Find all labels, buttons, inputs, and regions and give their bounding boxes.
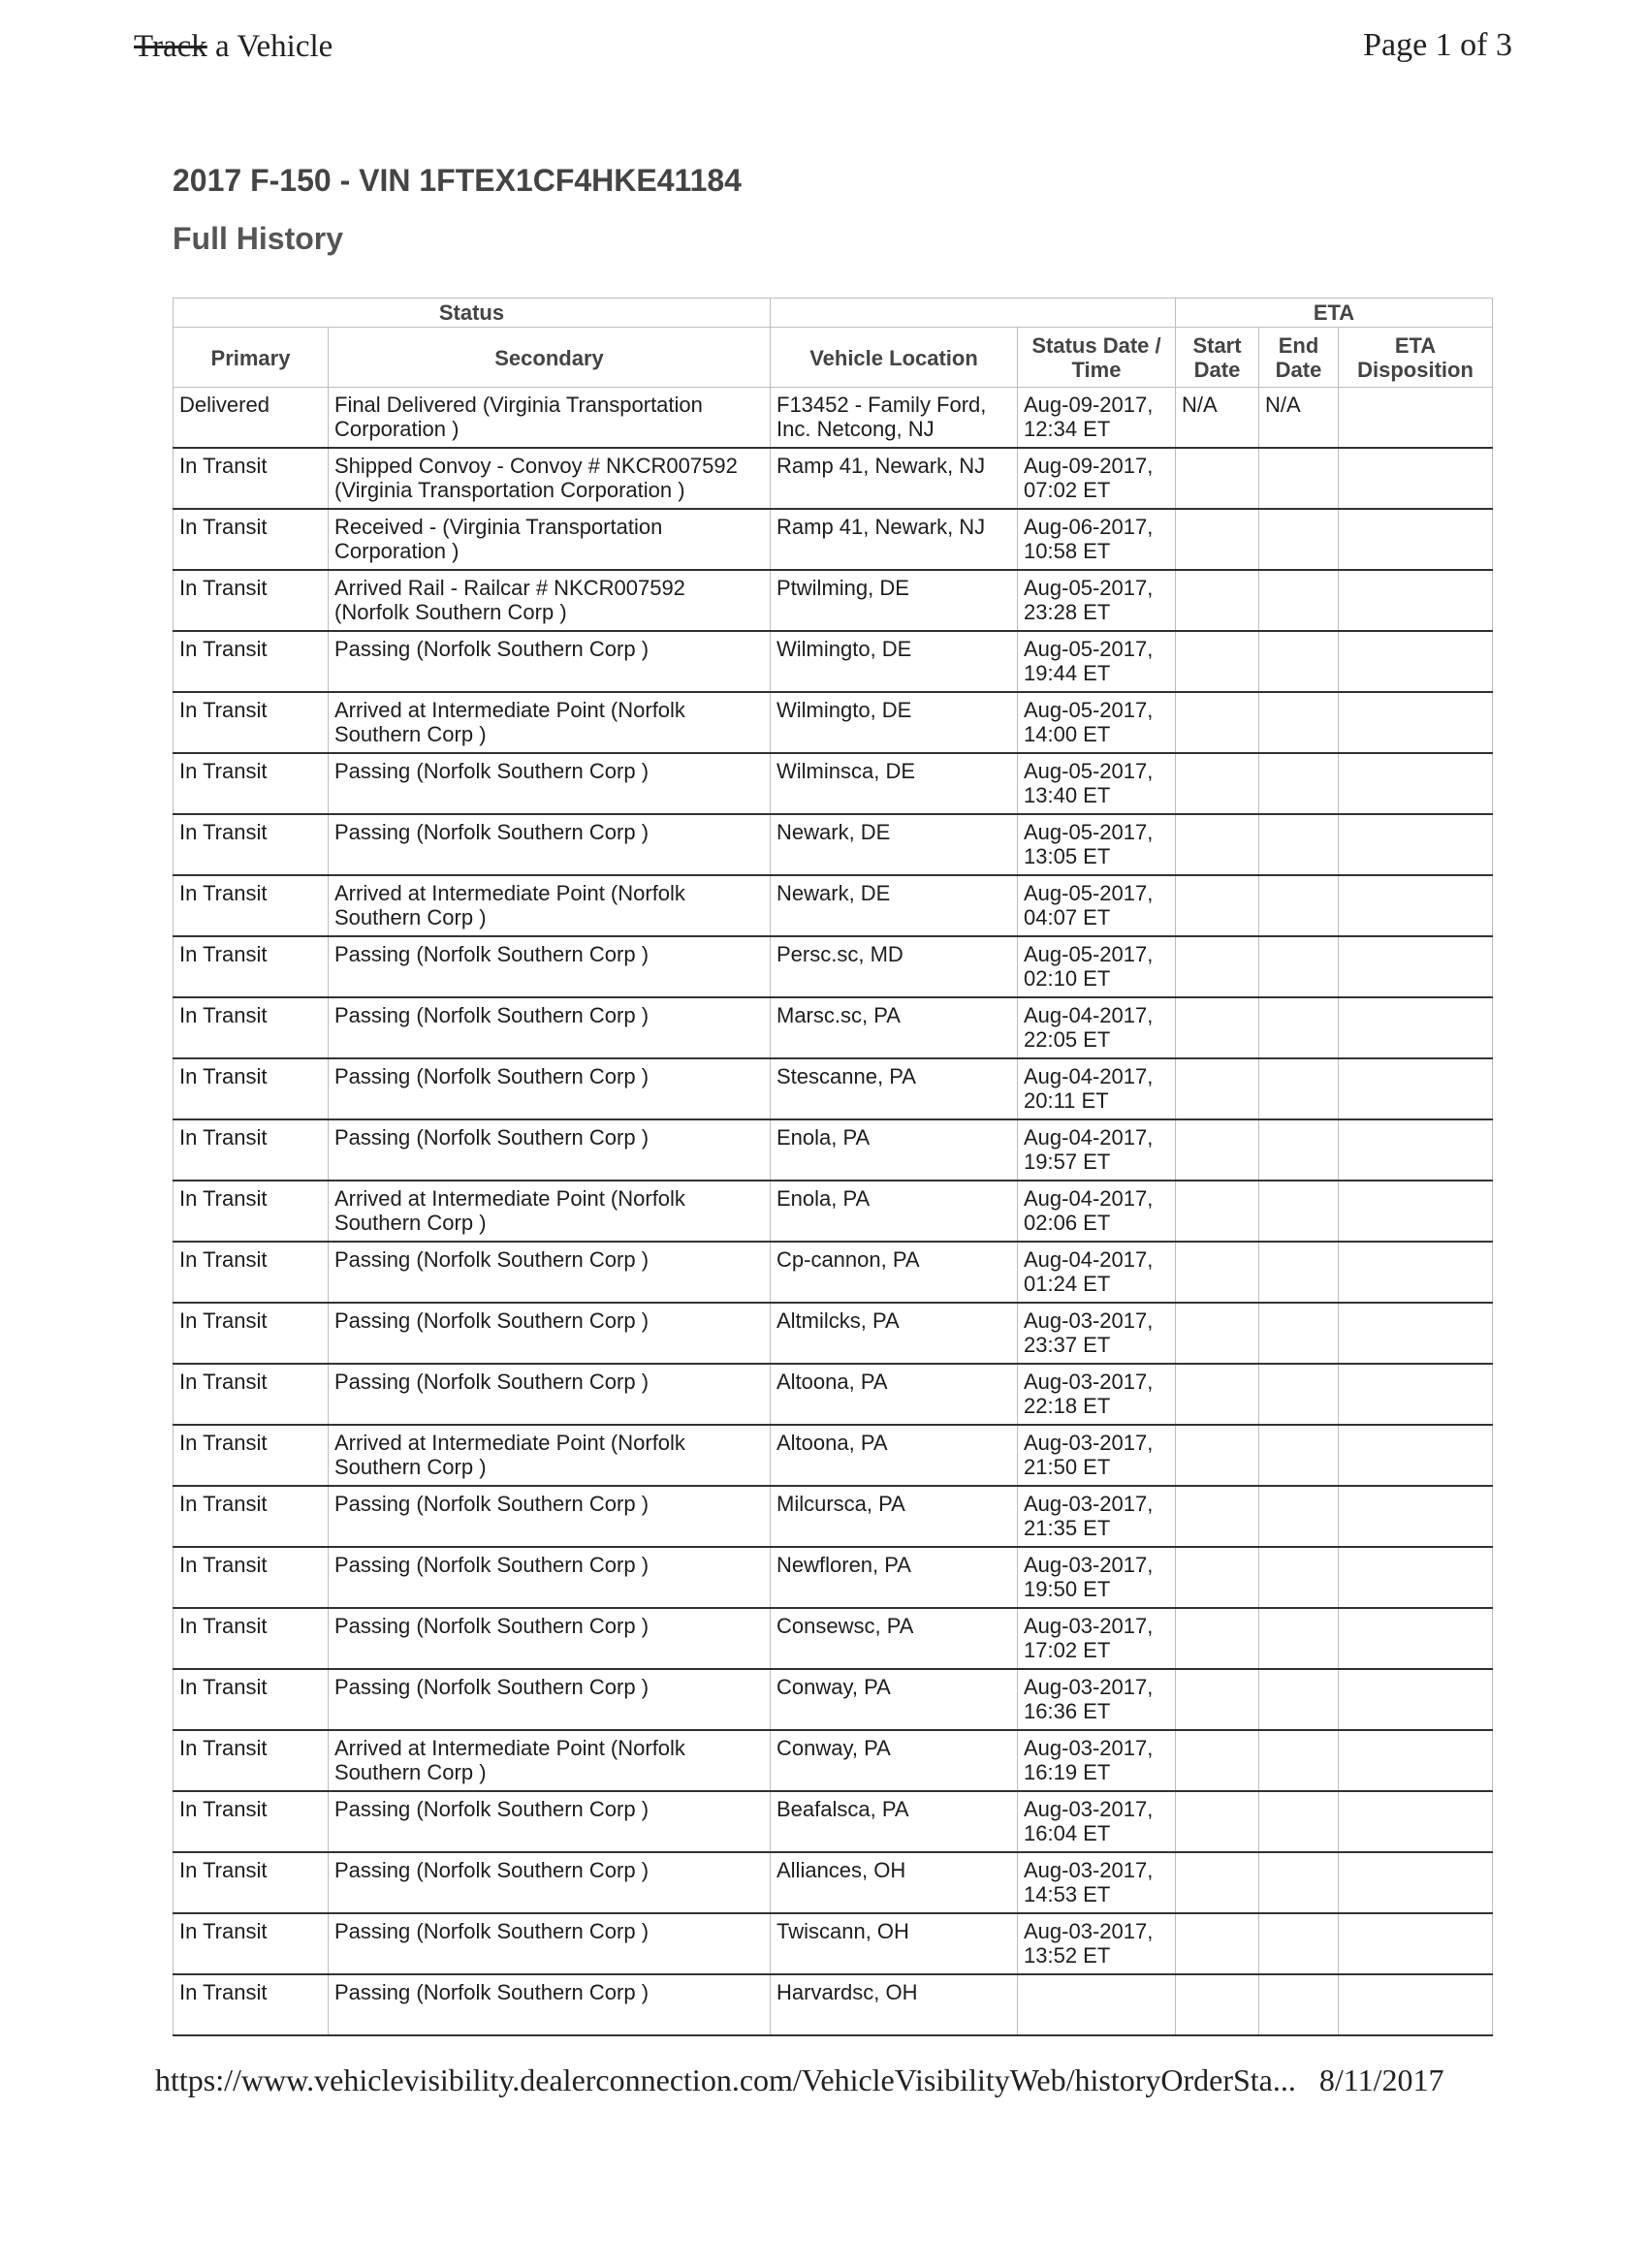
- page-indicator: Page 1 of 3: [1363, 27, 1512, 63]
- cell-start-date: [1176, 875, 1259, 936]
- cell-end-date: [1259, 1058, 1339, 1119]
- cell-secondary: Passing (Norfolk Southern Corp ): [329, 1669, 771, 1730]
- cell-start-date: [1176, 692, 1259, 753]
- page-footer: [155, 2063, 1443, 2098]
- cell-start-date: N/A: [1176, 388, 1259, 449]
- cell-secondary: Arrived Rail - Railcar # NKCR007592 (Norfolk Southern Corp ): [329, 570, 771, 631]
- cell-disposition: [1339, 388, 1493, 449]
- cell-end-date: [1259, 1608, 1339, 1669]
- cell-secondary: Passing (Norfolk Southern Corp ): [329, 1852, 771, 1913]
- header-title-rest: a Vehicle: [206, 29, 333, 64]
- cell-disposition: [1339, 1364, 1493, 1425]
- cell-end-date: [1259, 936, 1339, 997]
- cell-secondary: Received - (Virginia Transportation Corporation ): [329, 509, 771, 570]
- cell-datetime: Aug-03-2017, 16:04 ET: [1018, 1791, 1176, 1852]
- cell-location: Altoona, PA: [771, 1364, 1018, 1425]
- footer-print-date: 8/11/2017: [1318, 2063, 1444, 2097]
- cell-disposition: [1339, 570, 1493, 631]
- cell-location: Harvardsc, OH: [771, 1974, 1018, 2035]
- cell-secondary: Passing (Norfolk Southern Corp ): [329, 997, 771, 1058]
- cell-location: Newark, DE: [771, 814, 1018, 875]
- cell-location: Altmilcks, PA: [771, 1303, 1018, 1364]
- cell-location: Altoona, PA: [771, 1425, 1018, 1486]
- cell-datetime: Aug-03-2017, 21:50 ET: [1018, 1425, 1176, 1486]
- cell-datetime: Aug-05-2017, 13:40 ET: [1018, 753, 1176, 814]
- vehicle-title: 2017 F-150 - VIN 1FTEX1CF4HKE41184: [173, 163, 742, 198]
- cell-disposition: [1339, 1425, 1493, 1486]
- page-header-title: [134, 29, 333, 65]
- cell-disposition: [1339, 631, 1493, 692]
- cell-datetime: Aug-03-2017, 13:52 ET: [1018, 1913, 1176, 1974]
- table-row: [174, 1364, 1493, 1425]
- cell-secondary: Passing (Norfolk Southern Corp ): [329, 1913, 771, 1974]
- header-struck-word: Track: [134, 29, 207, 64]
- cell-location: Ptwilming, DE: [771, 570, 1018, 631]
- table-row: [174, 448, 1493, 509]
- cell-datetime: Aug-03-2017, 17:02 ET: [1018, 1608, 1176, 1669]
- cell-datetime: [1018, 1974, 1176, 2035]
- cell-location: Newark, DE: [771, 875, 1018, 936]
- cell-primary: In Transit: [174, 1181, 329, 1242]
- cell-disposition: [1339, 509, 1493, 570]
- cell-primary: In Transit: [174, 1547, 329, 1608]
- cell-end-date: N/A: [1259, 388, 1339, 449]
- table-row: [174, 1791, 1493, 1852]
- col-header-start-date: Start Date: [1176, 328, 1259, 388]
- cell-disposition: [1339, 1730, 1493, 1791]
- cell-secondary: Passing (Norfolk Southern Corp ): [329, 1119, 771, 1181]
- cell-datetime: Aug-03-2017, 23:37 ET: [1018, 1303, 1176, 1364]
- cell-secondary: Passing (Norfolk Southern Corp ): [329, 936, 771, 997]
- cell-secondary: Passing (Norfolk Southern Corp ): [329, 1791, 771, 1852]
- cell-disposition: [1339, 1791, 1493, 1852]
- table-row: [174, 1913, 1493, 1974]
- cell-start-date: [1176, 1425, 1259, 1486]
- cell-datetime: Aug-03-2017, 14:53 ET: [1018, 1852, 1176, 1913]
- table-row: [174, 1119, 1493, 1181]
- cell-disposition: [1339, 1547, 1493, 1608]
- cell-secondary: Passing (Norfolk Southern Corp ): [329, 1974, 771, 2035]
- cell-primary: In Transit: [174, 1303, 329, 1364]
- table-row: [174, 1852, 1493, 1913]
- cell-location: F13452 - Family Ford, Inc. Netcong, NJ: [771, 388, 1018, 449]
- cell-secondary: Arrived at Intermediate Point (Norfolk Southern Corp ): [329, 1730, 771, 1791]
- cell-disposition: [1339, 1608, 1493, 1669]
- cell-location: Cp-cannon, PA: [771, 1242, 1018, 1303]
- cell-disposition: [1339, 997, 1493, 1058]
- table-row: [174, 1303, 1493, 1364]
- table-row: [174, 814, 1493, 875]
- cell-disposition: [1339, 1242, 1493, 1303]
- cell-start-date: [1176, 1974, 1259, 2035]
- cell-primary: Delivered: [174, 388, 329, 449]
- cell-primary: In Transit: [174, 753, 329, 814]
- table-row: [174, 1242, 1493, 1303]
- cell-start-date: [1176, 1547, 1259, 1608]
- cell-start-date: [1176, 1913, 1259, 1974]
- table-row: [174, 1181, 1493, 1242]
- cell-datetime: Aug-04-2017, 19:57 ET: [1018, 1119, 1176, 1181]
- cell-end-date: [1259, 1364, 1339, 1425]
- cell-location: Conway, PA: [771, 1730, 1018, 1791]
- col-header-secondary: Secondary: [329, 328, 771, 388]
- cell-location: Wilmingto, DE: [771, 631, 1018, 692]
- cell-disposition: [1339, 1181, 1493, 1242]
- cell-secondary: Passing (Norfolk Southern Corp ): [329, 1303, 771, 1364]
- cell-datetime: Aug-04-2017, 22:05 ET: [1018, 997, 1176, 1058]
- group-header-row: [174, 299, 1493, 328]
- cell-primary: In Transit: [174, 1119, 329, 1181]
- status-group-header: Status: [174, 299, 771, 328]
- cell-datetime: Aug-03-2017, 16:36 ET: [1018, 1669, 1176, 1730]
- cell-disposition: [1339, 1303, 1493, 1364]
- cell-start-date: [1176, 1242, 1259, 1303]
- cell-disposition: [1339, 692, 1493, 753]
- cell-location: Conway, PA: [771, 1669, 1018, 1730]
- cell-datetime: Aug-09-2017, 12:34 ET: [1018, 388, 1176, 449]
- table-row: [174, 1058, 1493, 1119]
- cell-location: Wilminsca, DE: [771, 753, 1018, 814]
- table-row: [174, 1669, 1493, 1730]
- cell-end-date: [1259, 1974, 1339, 2035]
- cell-disposition: [1339, 814, 1493, 875]
- history-table: [173, 298, 1493, 2036]
- cell-start-date: [1176, 1119, 1259, 1181]
- footer-url: https://www.vehiclevisibility.dealerconnection.com/VehicleVisibilityWeb/historyOrderSta...: [155, 2063, 1296, 2097]
- cell-primary: In Transit: [174, 1791, 329, 1852]
- cell-disposition: [1339, 1119, 1493, 1181]
- cell-end-date: [1259, 875, 1339, 936]
- cell-disposition: [1339, 753, 1493, 814]
- table-row: [174, 509, 1493, 570]
- cell-start-date: [1176, 1058, 1259, 1119]
- cell-secondary: Arrived at Intermediate Point (Norfolk Southern Corp ): [329, 692, 771, 753]
- cell-start-date: [1176, 1669, 1259, 1730]
- table-row: [174, 1486, 1493, 1547]
- cell-secondary: Arrived at Intermediate Point (Norfolk Southern Corp ): [329, 1425, 771, 1486]
- cell-primary: In Transit: [174, 448, 329, 509]
- cell-location: Newfloren, PA: [771, 1547, 1018, 1608]
- cell-start-date: [1176, 1364, 1259, 1425]
- cell-secondary: Passing (Norfolk Southern Corp ): [329, 1058, 771, 1119]
- cell-end-date: [1259, 692, 1339, 753]
- cell-location: Twiscann, OH: [771, 1913, 1018, 1974]
- cell-disposition: [1339, 875, 1493, 936]
- table-row: [174, 1608, 1493, 1669]
- cell-start-date: [1176, 1486, 1259, 1547]
- cell-end-date: [1259, 753, 1339, 814]
- cell-location: Alliances, OH: [771, 1852, 1018, 1913]
- section-title: Full History: [173, 221, 344, 256]
- cell-location: Consewsc, PA: [771, 1608, 1018, 1669]
- cell-end-date: [1259, 1303, 1339, 1364]
- col-header-end-date: End Date: [1259, 328, 1339, 388]
- cell-end-date: [1259, 1852, 1339, 1913]
- cell-location: Enola, PA: [771, 1181, 1018, 1242]
- table-row: [174, 1547, 1493, 1608]
- cell-end-date: [1259, 509, 1339, 570]
- cell-secondary: Passing (Norfolk Southern Corp ): [329, 814, 771, 875]
- cell-datetime: Aug-05-2017, 04:07 ET: [1018, 875, 1176, 936]
- cell-start-date: [1176, 509, 1259, 570]
- table-row: [174, 1974, 1493, 2035]
- cell-primary: In Transit: [174, 692, 329, 753]
- cell-start-date: [1176, 936, 1259, 997]
- cell-primary: In Transit: [174, 814, 329, 875]
- table-row: [174, 570, 1493, 631]
- cell-disposition: [1339, 1669, 1493, 1730]
- cell-end-date: [1259, 1181, 1339, 1242]
- cell-datetime: Aug-05-2017, 14:00 ET: [1018, 692, 1176, 753]
- cell-start-date: [1176, 997, 1259, 1058]
- cell-datetime: Aug-04-2017, 02:06 ET: [1018, 1181, 1176, 1242]
- cell-secondary: Arrived at Intermediate Point (Norfolk Southern Corp ): [329, 1181, 771, 1242]
- cell-secondary: Passing (Norfolk Southern Corp ): [329, 1486, 771, 1547]
- cell-end-date: [1259, 1669, 1339, 1730]
- cell-start-date: [1176, 1303, 1259, 1364]
- cell-start-date: [1176, 1730, 1259, 1791]
- cell-disposition: [1339, 1486, 1493, 1547]
- cell-location: Wilmingto, DE: [771, 692, 1018, 753]
- cell-start-date: [1176, 1852, 1259, 1913]
- cell-primary: In Transit: [174, 875, 329, 936]
- cell-end-date: [1259, 570, 1339, 631]
- cell-start-date: [1176, 631, 1259, 692]
- col-header-primary: Primary: [174, 328, 329, 388]
- cell-datetime: Aug-04-2017, 01:24 ET: [1018, 1242, 1176, 1303]
- cell-disposition: [1339, 936, 1493, 997]
- cell-datetime: Aug-03-2017, 19:50 ET: [1018, 1547, 1176, 1608]
- col-header-status-date: Status Date / Time: [1018, 328, 1176, 388]
- table-row: [174, 1425, 1493, 1486]
- cell-start-date: [1176, 448, 1259, 509]
- cell-secondary: Passing (Norfolk Southern Corp ): [329, 631, 771, 692]
- cell-datetime: Aug-03-2017, 16:19 ET: [1018, 1730, 1176, 1791]
- cell-secondary: Passing (Norfolk Southern Corp ): [329, 753, 771, 814]
- cell-start-date: [1176, 570, 1259, 631]
- cell-start-date: [1176, 1608, 1259, 1669]
- table-row: [174, 936, 1493, 997]
- cell-location: Milcursca, PA: [771, 1486, 1018, 1547]
- cell-disposition: [1339, 1974, 1493, 2035]
- col-header-location: Vehicle Location: [771, 328, 1018, 388]
- table-row: [174, 1730, 1493, 1791]
- cell-secondary: Shipped Convoy - Convoy # NKCR007592 (Virginia Transportation Corporation ): [329, 448, 771, 509]
- cell-location: Beafalsca, PA: [771, 1791, 1018, 1852]
- cell-secondary: Final Delivered (Virginia Transportation Corporation ): [329, 388, 771, 449]
- cell-datetime: Aug-05-2017, 02:10 ET: [1018, 936, 1176, 997]
- cell-location: Persc.sc, MD: [771, 936, 1018, 997]
- cell-end-date: [1259, 1119, 1339, 1181]
- cell-end-date: [1259, 448, 1339, 509]
- cell-start-date: [1176, 814, 1259, 875]
- cell-end-date: [1259, 1547, 1339, 1608]
- cell-secondary: Passing (Norfolk Southern Corp ): [329, 1242, 771, 1303]
- cell-primary: In Transit: [174, 936, 329, 997]
- cell-primary: In Transit: [174, 1058, 329, 1119]
- cell-primary: In Transit: [174, 1486, 329, 1547]
- cell-end-date: [1259, 1242, 1339, 1303]
- cell-end-date: [1259, 814, 1339, 875]
- cell-disposition: [1339, 448, 1493, 509]
- cell-disposition: [1339, 1913, 1493, 1974]
- cell-start-date: [1176, 1181, 1259, 1242]
- cell-secondary: Passing (Norfolk Southern Corp ): [329, 1608, 771, 1669]
- cell-primary: In Transit: [174, 509, 329, 570]
- cell-secondary: Passing (Norfolk Southern Corp ): [329, 1364, 771, 1425]
- cell-start-date: [1176, 1791, 1259, 1852]
- cell-end-date: [1259, 1486, 1339, 1547]
- table-row: [174, 631, 1493, 692]
- cell-datetime: Aug-05-2017, 19:44 ET: [1018, 631, 1176, 692]
- cell-datetime: Aug-09-2017, 07:02 ET: [1018, 448, 1176, 509]
- cell-end-date: [1259, 631, 1339, 692]
- table-row: [174, 997, 1493, 1058]
- cell-primary: In Transit: [174, 1852, 329, 1913]
- cell-datetime: Aug-04-2017, 20:11 ET: [1018, 1058, 1176, 1119]
- cell-location: Ramp 41, Newark, NJ: [771, 509, 1018, 570]
- cell-primary: In Transit: [174, 1608, 329, 1669]
- cell-primary: In Transit: [174, 1913, 329, 1974]
- cell-datetime: Aug-03-2017, 21:35 ET: [1018, 1486, 1176, 1547]
- cell-primary: In Transit: [174, 631, 329, 692]
- cell-datetime: Aug-05-2017, 13:05 ET: [1018, 814, 1176, 875]
- blank-group-header: [771, 299, 1176, 328]
- cell-primary: In Transit: [174, 1364, 329, 1425]
- table-row: [174, 753, 1493, 814]
- table-row: [174, 388, 1493, 449]
- cell-end-date: [1259, 1730, 1339, 1791]
- cell-disposition: [1339, 1058, 1493, 1119]
- cell-disposition: [1339, 1852, 1493, 1913]
- cell-location: Ramp 41, Newark, NJ: [771, 448, 1018, 509]
- cell-location: Stescanne, PA: [771, 1058, 1018, 1119]
- cell-primary: In Transit: [174, 570, 329, 631]
- eta-group-header: ETA: [1176, 299, 1493, 328]
- cell-end-date: [1259, 1913, 1339, 1974]
- table-row: [174, 692, 1493, 753]
- cell-primary: In Transit: [174, 1425, 329, 1486]
- cell-end-date: [1259, 1425, 1339, 1486]
- cell-primary: In Transit: [174, 1974, 329, 2035]
- cell-datetime: Aug-03-2017, 22:18 ET: [1018, 1364, 1176, 1425]
- cell-end-date: [1259, 1791, 1339, 1852]
- cell-secondary: Passing (Norfolk Southern Corp ): [329, 1547, 771, 1608]
- cell-end-date: [1259, 997, 1339, 1058]
- column-header-row: [174, 328, 1493, 388]
- cell-datetime: Aug-05-2017, 23:28 ET: [1018, 570, 1176, 631]
- cell-primary: In Transit: [174, 1242, 329, 1303]
- cell-secondary: Arrived at Intermediate Point (Norfolk Southern Corp ): [329, 875, 771, 936]
- cell-datetime: Aug-06-2017, 10:58 ET: [1018, 509, 1176, 570]
- cell-primary: In Transit: [174, 1669, 329, 1730]
- col-header-eta-disposition: ETA Disposition: [1339, 328, 1493, 388]
- cell-primary: In Transit: [174, 997, 329, 1058]
- cell-start-date: [1176, 753, 1259, 814]
- cell-location: Enola, PA: [771, 1119, 1018, 1181]
- cell-location: Marsc.sc, PA: [771, 997, 1018, 1058]
- table-row: [174, 875, 1493, 936]
- cell-primary: In Transit: [174, 1730, 329, 1791]
